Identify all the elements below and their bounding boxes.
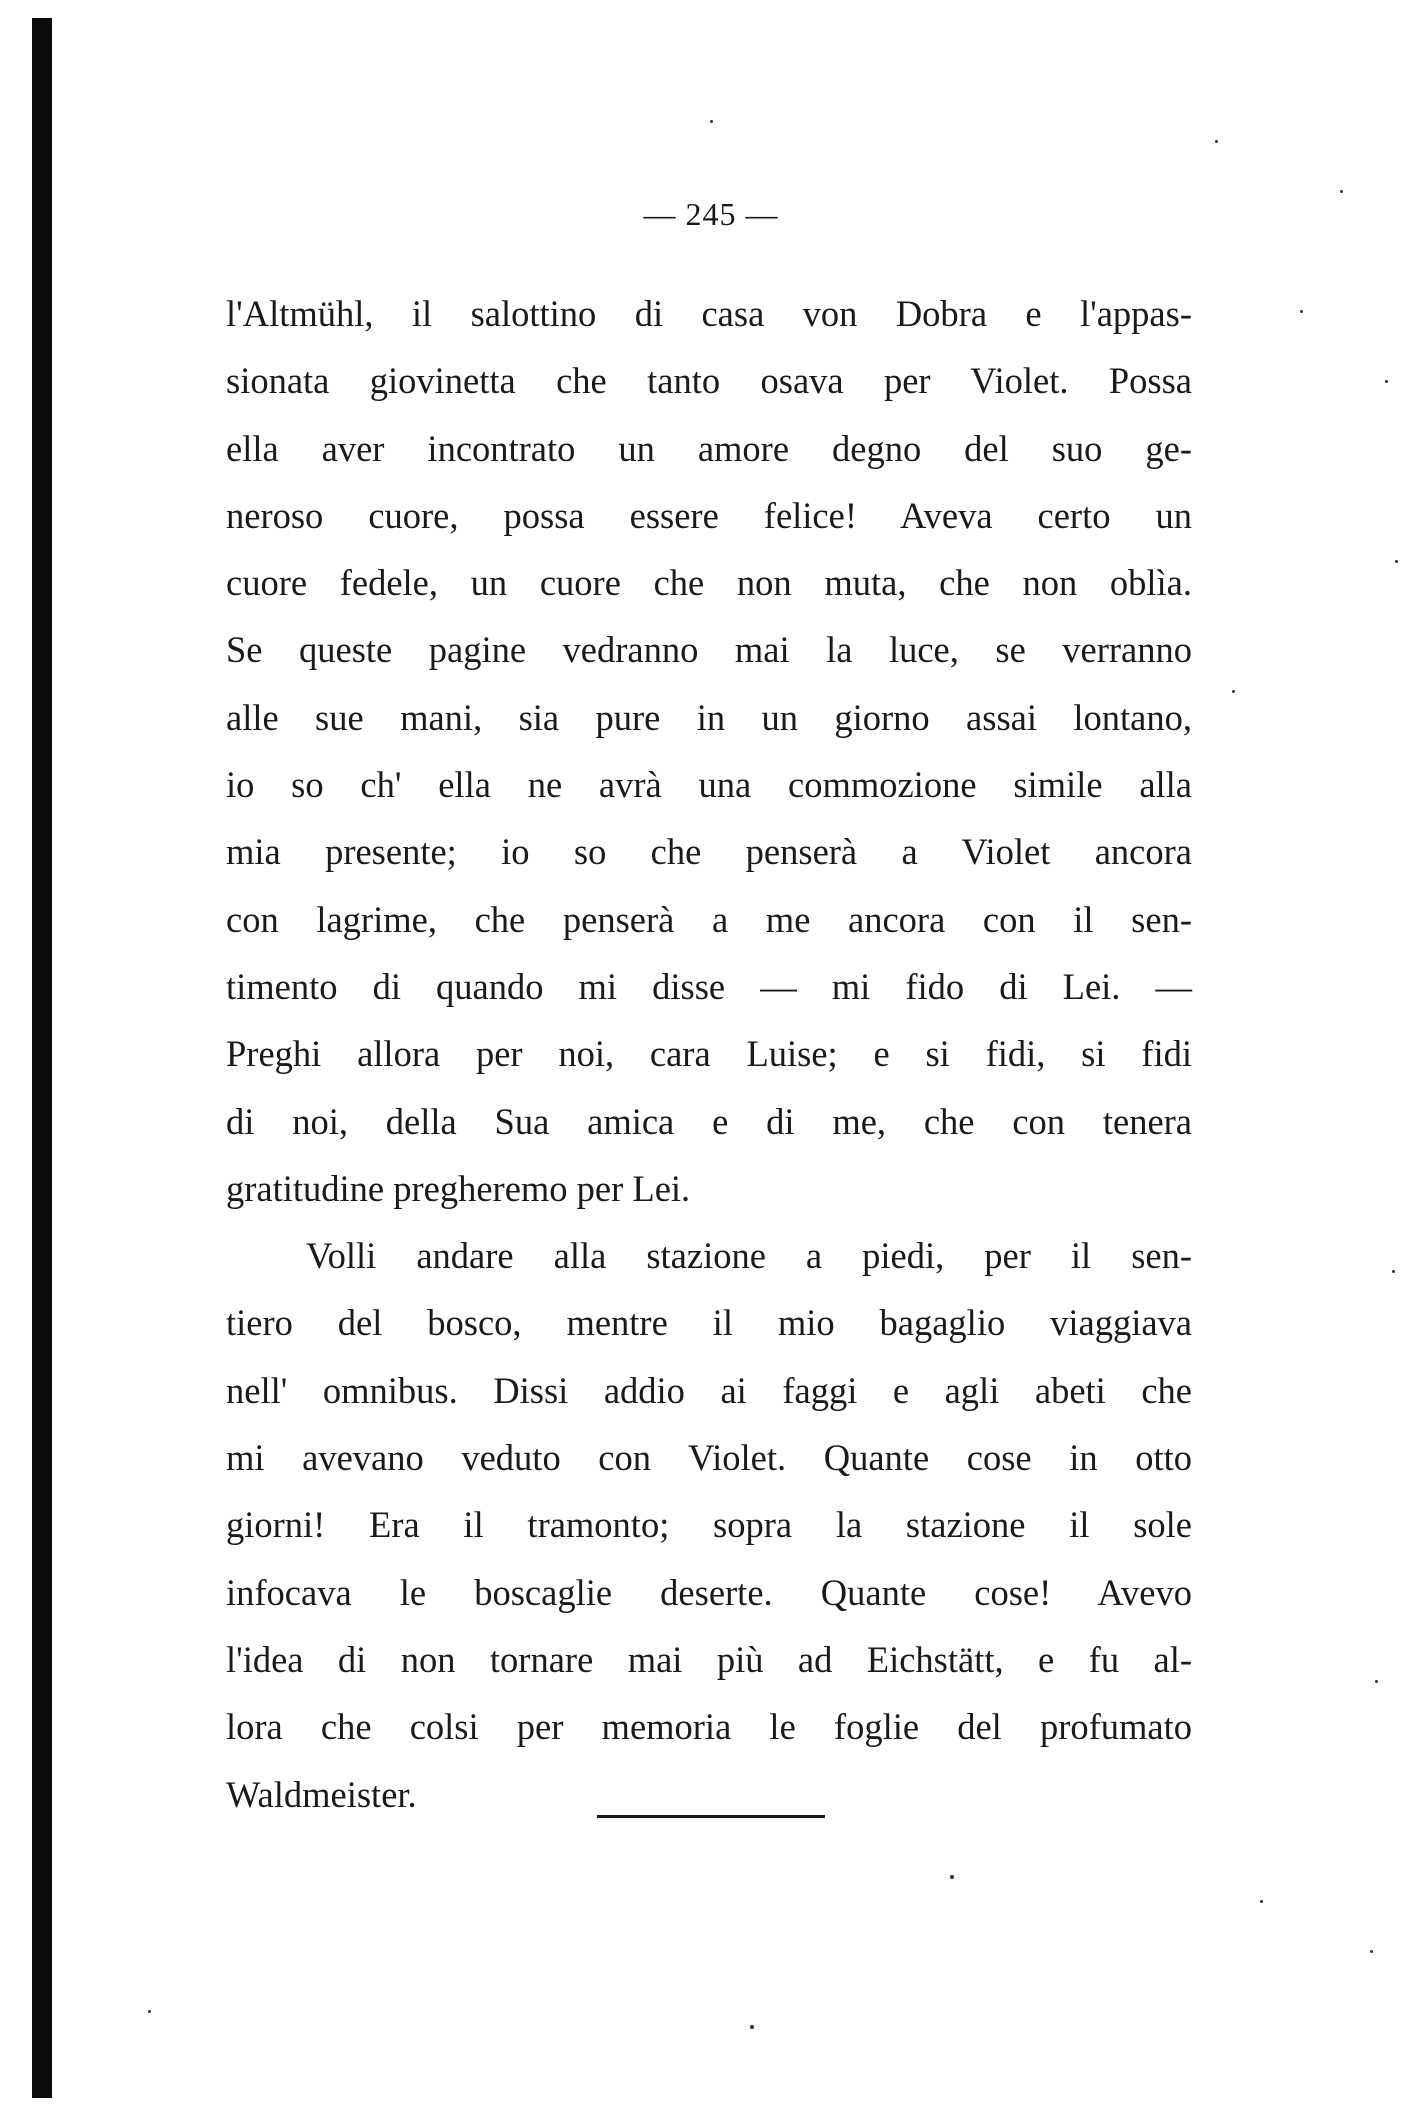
page-number: — 245 — (643, 196, 779, 232)
text-line: infocava le boscaglie deserte. Quante cose! Avevo (226, 1571, 1192, 1613)
scan-speck (1392, 1270, 1395, 1273)
text-line: gratitudine pregheremo per Lei. (226, 1167, 691, 1209)
text-line: neroso cuore, possa essere felice! Aveva certo un (226, 494, 1192, 536)
text-line: io so ch' ella ne avrà una commozione simile alla (226, 764, 1192, 806)
text-line: Waldmeister. (226, 1773, 417, 1815)
binding-edge (32, 18, 52, 2098)
scan-speck (1215, 140, 1218, 143)
text-line: cuore fedele, un cuore che non muta, che non oblìa. (226, 562, 1192, 604)
text-line: lora che colsi per memoria le foglie del profumato (226, 1706, 1192, 1748)
scan-speck (750, 2025, 754, 2029)
text-line: nell' omnibus. Dissi addio ai faggi e agli abeti che (226, 1369, 1192, 1411)
body-text (226, 280, 1192, 1828)
scan-speck (1300, 310, 1303, 313)
scan-speck (1260, 1900, 1263, 1903)
text-line: sionata giovinetta che tanto osava per Violet. Possa (226, 360, 1192, 402)
text-line: di noi, della Sua amica e di me, che con tenera (226, 1100, 1192, 1142)
scan-speck (1232, 690, 1235, 693)
scan-speck (1375, 1680, 1378, 1683)
text-line: mi avevano veduto con Violet. Quante cose in otto (226, 1437, 1192, 1479)
text-line: mia presente; io so che penserà a Violet ancora (226, 831, 1192, 873)
scan-speck (1340, 190, 1343, 193)
scan-speck (1395, 560, 1398, 563)
text-line: con lagrime, che penserà a me ancora con il sen- (226, 898, 1192, 940)
text-line: ella aver incontrato un amore degno del suo ge- (226, 427, 1192, 469)
text-line: giorni! Era il tramonto; sopra la stazione il sole (226, 1504, 1192, 1546)
scan-speck (1385, 380, 1388, 383)
scan-speck (950, 1875, 954, 1879)
paragraph-2 (226, 1222, 1192, 1828)
text-line: alle sue mani, sia pure in un giorno assai lontano, (226, 696, 1192, 738)
scan-speck (1370, 1950, 1373, 1953)
end-rule (597, 1815, 825, 1818)
text-line: Preghi allora per noi, cara Luise; e si fidi, si fidi (226, 1033, 1192, 1075)
text-line: timento di quando mi disse — mi fido di Lei. — (226, 965, 1192, 1007)
text-line: Se queste pagine vedranno mai la luce, se verranno (226, 629, 1192, 671)
scan-speck (710, 120, 713, 123)
text-line: l'Altmühl, il salottino di casa von Dobra e l'appas- (226, 293, 1192, 334)
paragraph-1 (226, 280, 1192, 1222)
text-line: l'idea di non tornare mai più ad Eichstätt, e fu al- (226, 1638, 1192, 1680)
text-line: tiero del bosco, mentre il mio bagaglio viaggiava (226, 1302, 1192, 1344)
text-line: Volli andare alla stazione a piedi, per il sen- (306, 1235, 1192, 1277)
scan-speck (148, 2010, 151, 2013)
